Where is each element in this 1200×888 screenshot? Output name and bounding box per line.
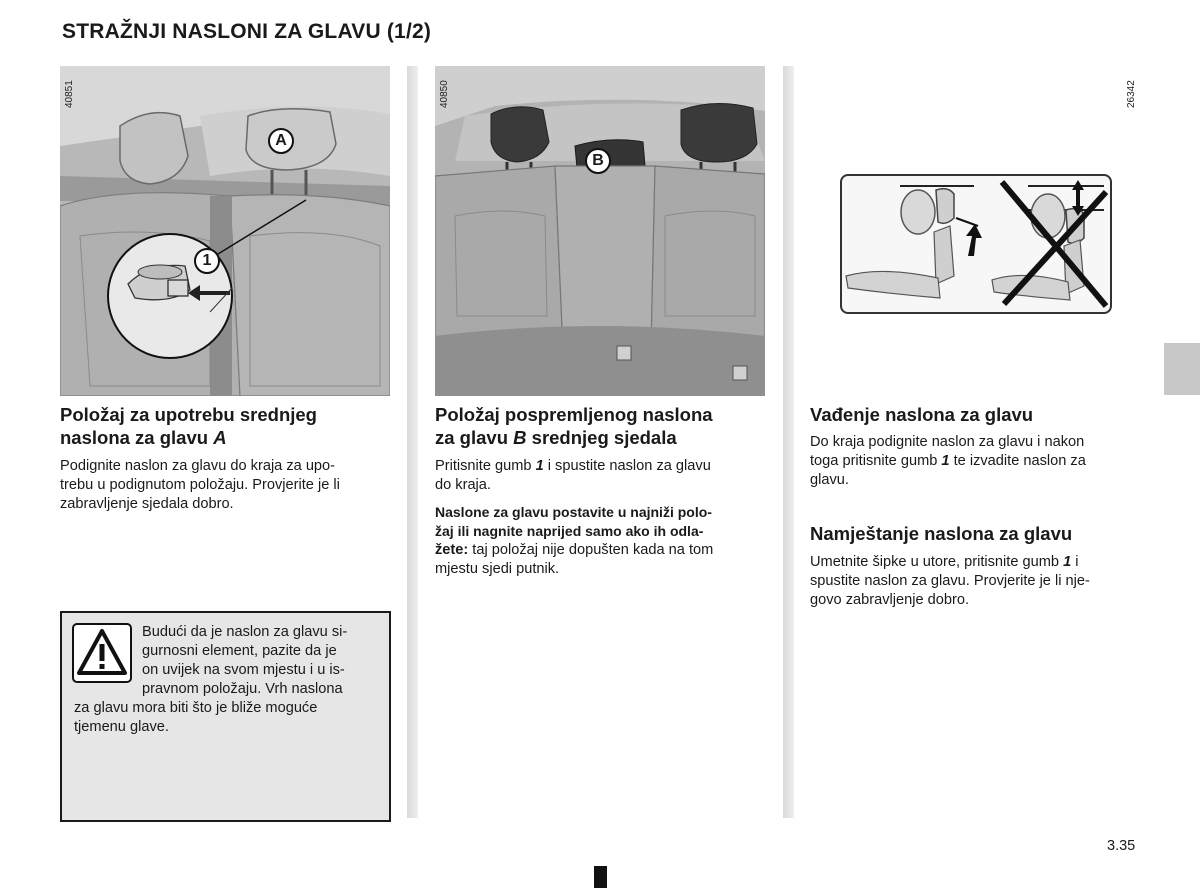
- warning-text-line: pravnom položaju. Vrh naslona: [142, 681, 343, 697]
- text-line: spustite naslon za glavu. Provjerite je li nje-: [810, 573, 1090, 589]
- text-line: [435, 541, 766, 560]
- para-raise-headrest: [60, 457, 391, 514]
- text-line: govo zabravljenje dobro.: [810, 592, 970, 608]
- rear-seat-illustration-1: [60, 66, 390, 396]
- figure-center-headrest-raised: [60, 66, 390, 396]
- warning-triangle-icon: [72, 623, 132, 683]
- column-divider-left: [407, 66, 418, 818]
- section-heading-adjustment: Namještanje naslona za glavu: [810, 523, 1073, 544]
- text-span: te izvadite naslon za: [949, 453, 1086, 469]
- button-ref-1: 1: [535, 458, 544, 474]
- text-line: [810, 553, 1140, 572]
- button-ref-1: 1: [1063, 554, 1072, 570]
- text-line: do kraja.: [435, 477, 491, 493]
- callout-b: B: [585, 148, 611, 174]
- text-span: taj položaj nije dopušten kada na tom: [468, 542, 714, 558]
- text-span: Umetnite šipke u utore, pritisnite gumb: [810, 554, 1064, 570]
- text-line: zabravljenje sjedala dobro.: [60, 496, 234, 512]
- figure-code-40851: 40851: [64, 80, 75, 108]
- text-line: glavu.: [810, 472, 849, 488]
- para-lowest-position-note: [435, 503, 766, 579]
- warning-text-line: za glavu mora biti što je bliže moguće: [74, 700, 318, 716]
- para-removal: [810, 433, 1140, 490]
- heading-line: naslona za glavu: [60, 427, 214, 448]
- page-title: STRAŽNJI NASLONI ZA GLAVU (1/2): [62, 20, 432, 43]
- text-span: Pritisnite gumb: [435, 458, 536, 474]
- chapter-thumb-tab: [1164, 343, 1200, 395]
- page-binding-mark: [594, 866, 607, 888]
- headrest-position-diagram: [842, 176, 1110, 312]
- text-span: toga pritisnite gumb: [810, 453, 942, 469]
- text-line: žaj ili nagnite naprijed samo ako ih odla-: [435, 523, 704, 539]
- text-span: i spustite naslon za glavu: [543, 458, 711, 474]
- figure-code-26342: 26342: [1126, 80, 1137, 108]
- figure-center-headrest-stowed: [435, 66, 765, 396]
- para-press-button: [435, 457, 766, 495]
- warning-text-line: gurnosni element, pazite da je: [142, 643, 337, 659]
- heading-ref-a: A: [213, 427, 227, 448]
- text-line: Podignite naslon za glavu do kraja za upo-: [60, 458, 336, 474]
- heading-line: Položaj pospremljenog naslona: [435, 404, 713, 425]
- text-line: Naslone za glavu postavite u najniži polo-: [435, 504, 712, 520]
- text-line: [810, 452, 1140, 471]
- warning-text-line: on uvijek na svom mjestu i u is-: [142, 662, 345, 678]
- warning-box: [60, 611, 391, 822]
- warning-text-line: Budući da je naslon za glavu si-: [142, 624, 348, 640]
- text-line: trebu u podignutom položaju. Provjerite je li: [60, 477, 340, 493]
- rear-seat-illustration-2: [435, 66, 765, 396]
- heading-line: srednjeg sjedala: [526, 427, 677, 448]
- column-divider-right: [783, 66, 794, 818]
- heading-line: za glavu: [435, 427, 514, 448]
- text-line: Do kraja podignite naslon za glavu i nakon: [810, 434, 1085, 450]
- para-adjustment: [810, 553, 1140, 610]
- page-number: 3.35: [1107, 838, 1136, 854]
- text-line: [435, 457, 766, 476]
- section-heading-stowed-position: [435, 403, 780, 449]
- figure-headrest-height-diagram: [810, 66, 1140, 396]
- callout-a: A: [268, 128, 294, 154]
- section-heading-raised-position: [60, 403, 400, 449]
- text-span: žete:: [435, 542, 469, 558]
- figure-code-40850: 40850: [439, 80, 450, 108]
- section-heading-removal: Vađenje naslona za glavu: [810, 404, 1034, 425]
- callout-1: 1: [194, 248, 220, 274]
- button-ref-1: 1: [941, 453, 950, 469]
- warning-text-line: tjemenu glave.: [74, 719, 169, 735]
- text-line: mjestu sjedi putnik.: [435, 561, 560, 577]
- heading-line: Položaj za upotrebu srednjeg: [60, 404, 317, 425]
- heading-ref-b: B: [513, 427, 527, 448]
- text-span: i: [1071, 554, 1079, 570]
